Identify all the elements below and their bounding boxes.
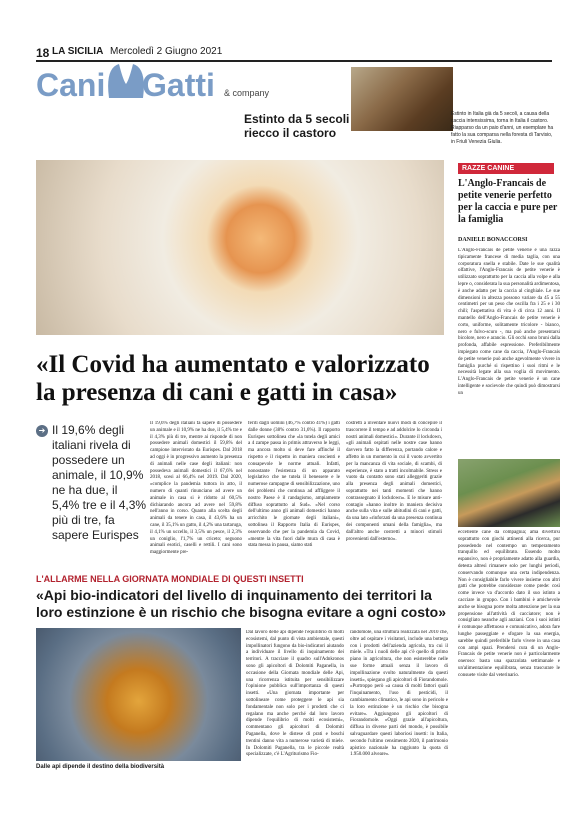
arrow-bullet-icon: ➔ (36, 425, 48, 437)
brand-cani: Cani (36, 67, 106, 103)
sidebar-text-2: eccellente cane da compagnia; ama divertirsi soprattutto con giochi attinenti alla ricerca, pur possedendo nel contempo un temperamento tranquillo ed equilibrato. Essendo molto espansivo, non è propriamente adatto alla guardia, detesta altresì rimanere solo per lunghi periodi, conservando comunque una certa indipendenza. Non è consigliabile farlo vivere insieme con altri gatti che potrebbe considerare come prede: così come invece va d'accordo dato il suo istinto a cacciare in gruppo. Con i bambini è amichevole anche se bisogna porre molta attenzione per la sua propensione all'attività di cacciatore; non è consigliato neanche agli anziani. Con i suoi istinti è comunque affettuoso e comunicativo, adora fare lunghe passeggiate e sfogare la sua energia, sarebbe quindi preferibile farlo vivere in una casa con ampi spazi. Prendersi cura di un Anglo-Francais de petite venerie non è particolarmente oneroso: basta una spazzolata settimanale e un'alimentazione equilibrata, senza trascurare le consuete visite dal veterinario. (458, 530, 560, 678)
bees-column-1: Dal lavoro delle api dipende l'equilibrio di molti ecosistemi, dal punto di vista ambientale, questi impollinatori fungono da bio-indicatori aiutando a individuare il livello di inquinamento dei territori. A tracciare il quadro sull'Adnkronos sono gli apicoltori di Dolomiti Paganella, in occasione della Giornata mondiale delle Api, una ricorrenza istituita per sensibilizzare l'opinione pubblica sull'importanza di questi insetti. «Una giornata importante per sottolineare come proteggere le api sia fondamentale non solo per i prodotti che ci regalano ma anche perché dal loro lavoro dipende l'equilibrio di molti ecosistemi», commentano gli apicoltori di Dolomiti Paganella, dove le distese di prati e boschi trentini danno vita a numerose varietà di miele. In Dolomiti Paganella, tra le piccole realtà specializzate, c'è L'Agriturismo Fio- (246, 630, 344, 758)
sidebar-headline: L'Anglo-Francais de petite venerie perfetto per la caccia e pure per la famiglia (458, 178, 558, 225)
bees-column-2: randomole, una struttura realizzata nel 2010 che, oltre ad ospitare i visitatori, include una bottega con i prodotti dell'azienda agricola, tra cui il miele. «Tra i nuoli delle api c'è quello di primo piano in agricoltura, che non esisterebbe nelle sue forme attuali senza il lavoro di impollinazione svolto naturalmente da questi insetti», spiegano gli apicoltori di Fiorandomole. «Purtroppo però «a causa di molti fattori quali l'inquinamento, l'uso di pesticidi, il cambiamento climatico, le api sono in pericolo e la loro estinzione è un rischio che bisogna evitare». Aggiungono gli apicoltori di Fiorandomole. «Oggi grazie all'apicoltura, diffusa in diverse parti del mondo, è possibile salvaguardare questi laboriosi insetti: in Italia, secondo l'ultimo censimento 2020, il patrimonio apistico nazionale ha raggiunto la quota di 1.950.000 alveare». (350, 630, 448, 758)
sidebar-byline: DANIELE BONACCORSI (458, 237, 528, 243)
bee-photo (36, 628, 241, 761)
page-number: 18 (36, 46, 50, 60)
pull-quote: Il 19,6% degli italiani rivela di possedere un animale, il 10,9% ne ha due, il 5,4% tre e il 4,3% più di tre, fa sapere Eurispes (52, 423, 147, 542)
main-headline: «Il Covid ha aumentato e valorizzato la presenza di cani e gatti in casa» (36, 351, 430, 406)
brand-gatti: Gatti (142, 67, 215, 103)
newspaper-name: LA SICILIA (52, 46, 104, 57)
cat-dog-photo (36, 160, 444, 335)
sidebar-section-tag: RAZZE CANINE (458, 163, 554, 174)
bee-photo-caption: Dalle api dipende il destino della biodiversità (36, 764, 165, 770)
main-column-3: costretti a inventare nuovi modi di concepire il trascorrere il tempo e ad addolcire lo circonda i nostri animali domestici». Durante il lockdown, «gli animali ospitati nelle nostre case hanno davvero fatto la differenza, portando calore e affetto in un momento in cui il vuoto avvertito per la mancanza di vita sociale, di scambi, di esperienze, è stato a tratti incolmabile. Stress e vuoto da contatto sono stati alleggeriti grazie alla presenza degli animali domestici, soprattutto nei tanti momenti che hanno contrassegnato il lockdown». E le misure anti-contagio «hanno inoltre in maniera decisiva anche sulla vita e sulle abitudini di cani e gatti, da una lato «rinforzati da una presenza continua dei componenti umani della famiglia», ma dall'altro anche costretti a minori stimoli provenienti dall'esterno». (346, 421, 442, 542)
beaver-caption: Estinto in Italia già da 5 secoli, a causa della caccia intensissima, torna in Italia il castoro. Riapparso da un paio d'anni, un esemplare ha fatto la sua comparsa nella foresta di Tarvisio, in Friuli Venezia Giulia. (451, 111, 554, 145)
beaver-headline: Estinto da 5 secoli riecco il castoro (244, 112, 350, 140)
main-column-2: feriti dagli uomini (46,7% contro 41%) i gatti dalle donne (38% contro 31,6%). Il rapporto Eurispes sottolinea che «la tutela degli amici a 4 zampe passa in primis attraverso le leggi, ma ancora molto si deve fare affinché il rispetto e il rispetto in maniera coscienti e consapevole le norme attuali. Infatti, nonostante l'esistenza di un apparato legislativo che ne tutela il benessere e le numerose campagne di sensibilizzazione, uno dei problemi che continua ad affliggere il nostro Paese è il randagismo, ampiamente diffuso soprattutto al Sud». «Nel corso dell'ultimo anno gli animali domestici hanno arricchito le giornate degli italiani», sottolinea il Rapporto Italia di Eurispes, osservando che per la pandemia da Covid, «mentre la vita fuori dalle mura di casa è stata messa in pausa, siamo stati (248, 421, 340, 549)
beaver-photo (351, 67, 453, 131)
bees-headline: «Api bio-indicatori del livello di inquinamento dei territori la loro estinzione è un rischio che bisogna evitare a ogni costo» (36, 587, 446, 620)
bees-section-tag: L'ALLARME NELLA GIORNATA MONDIALE DI QUESTI INSETTI (36, 574, 304, 584)
dog-photo (458, 459, 560, 527)
sidebar-text-1: L'Anglo-Francais de petite venerie è una razza tipicamente francese di media taglia, con una corporatura snella e stabile. Date le sue qualità olfattive, l'Anglo-Francais de petite venerie è utilizzato soprattutto per la caccia alla volpe e alla lepre o, considerata la sua personalità ardimentosa, è anche adatto per la caccia al cinghiale. Le sue dimensioni in altezza possono variare da 45 a 55 centimetri per un peso che oscilla fra i 25 e i 30 chili; l'aspettativa di vita è di circa 12 anni. Il mantello dell'Anglo-Francais de petite venerie è corto, uniforme, solitamente tricolore - bianco, nero e fulvo-scuro -, ma può anche presentarsi bicolore, nero e arancio. Gli occhi sono bruni dalla profonda, affabile espressione. Preferibilmente impiegato come cane da caccia, l'Anglo-Francais de petite venerie può anche agevolmente vivere in famiglia purché si rispettino i suoi ritmi e le necessità legate alla sua voglia di movimento. L'Anglo-Francais de petite venerie è un cane intelligente e socievole che quindi può dimostrarsi un (458, 248, 560, 396)
brand-subtitle: & company (224, 88, 270, 98)
main-column-1: Il 19,6% degli italiani fa sapere di possedere un animale e il 10,9% ne ha due, il 5,4% tre e il 4,3% più di tre, mentre ai risponde di non possedere animali domestici il 59,8% del campione intervistato da Eurispes. Dal 2018 ad oggi è in progressivo aumento la presenza di animali nelle case degli italiani: non possedeva animali domestici il 67,6% nel 2018, scesi al 66,4% nel 2019. Dal 2020, «complice la pandemia tuttora in atto, il numero di quanti rinunciano ad avere un animale in casa si è ridotto al 60,5% dichiarando ancora ad avere nel 59,8% nell'anno in corso. Quanto alla scelta degli animali da tenere in casa, il 43,6% ha un cane, il 35,1% un gatto, il 4,2% una tartaruga, il 4,1% un uccello, il 3,5% un pesce, il 2,3% un coniglio, l'1,7% un criceto; seguono animali esotici, caselli e rettili. I cani sono maggiormente pre- (150, 421, 242, 556)
issue-date: Mercoledì 2 Giugno 2021 (110, 46, 223, 57)
